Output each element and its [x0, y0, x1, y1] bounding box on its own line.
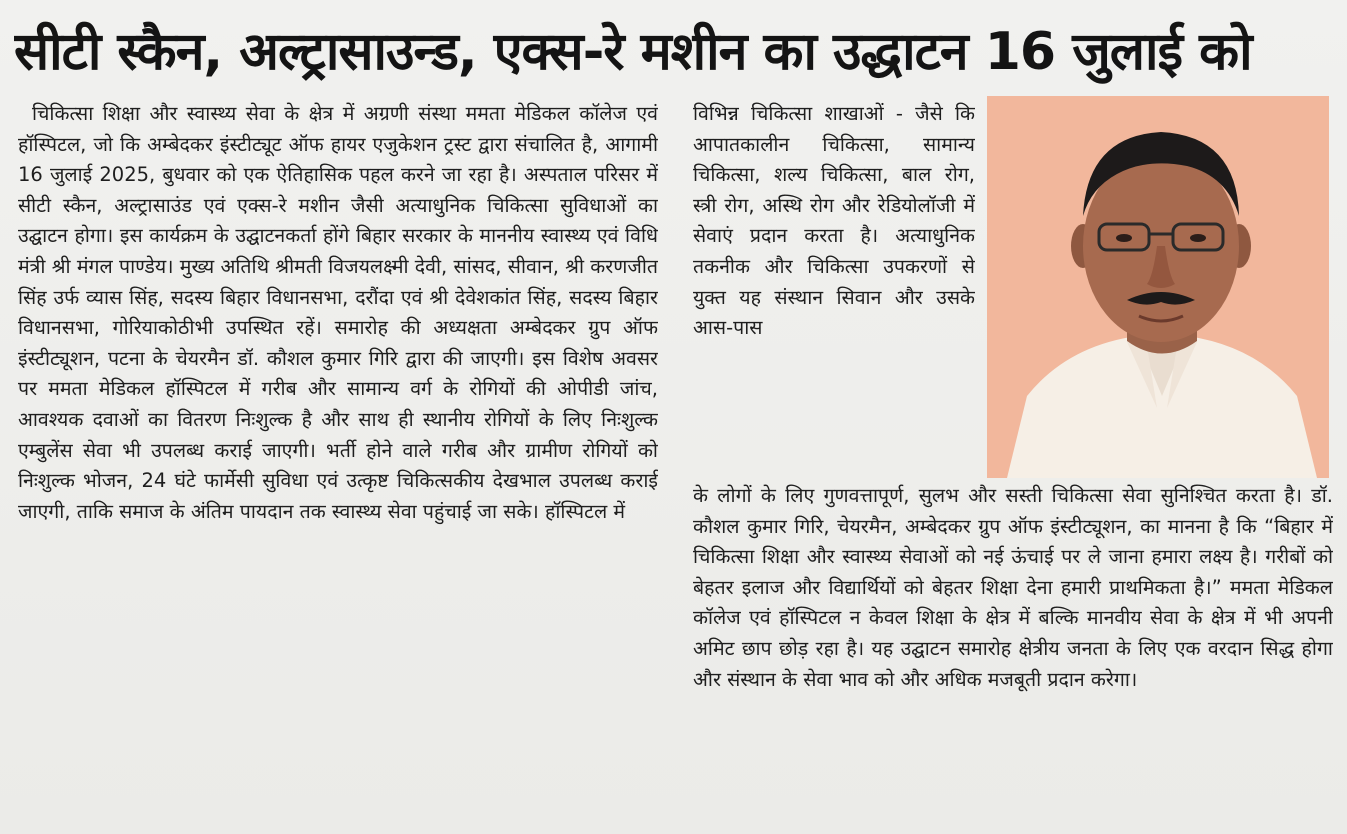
article-left-column: चिकित्सा शिक्षा और स्वास्थ्य सेवा के क्षेत्र में अग्रणी संस्था ममता मेडिकल कॉलेज एवं हॉस्पिटल, जो कि अम्बेदकर इंस्टीट्यूट ऑफ हायर एजुकेशन ट्रस्ट द्वारा संचालित है, आगामी 16 जुलाई 2025, बुधवार को एक ऐतिहासिक पहल करने जा रहा है। अस्पताल परिसर में सीटी स्कैन, अल्ट्रासाउंड एवं एक्स-रे मशीन जैसी अत्याधुनिक चिकित्सा सुविधाओं का उद्घाटन होगा। इस कार्यक्रम के उद्घाटनकर्ता होंगे बिहार सरकार के माननीय स्वास्थ्य एवं विधि मंत्री श्री मंगल पाण्डेय। मुख्य अतिथि श्रीमती विजयलक्ष्मी देवी, सांसद, सीवान, श्री करणजीत सिंह उर्फ व्यास सिंह, सदस्य बिहार विधानसभा, दरौंदा एवं श्री देवेशकांत सिंह, सदस्य बिहार विधानसभा, गोरियाकोठीभी उपस्थित रहें। समारोह की अध्यक्षता अम्बेदकर ग्रुप ऑफ इंस्टीट्यूशन, पटना के चेयरमैन डॉ. कौशल कुमार गिरि द्वारा की जाएगी। इस विशेष अवसर पर ममता मेडिकल हॉस्पिटल में गरीब और सामान्य वर्ग के रोगियों की ओपीडी जांच, आवश्यक दवाओं का वितरण निःशुल्क है और साथ ही स्थानीय रोगियों के लिए निःशुल्क एम्बुलेंस सेवा भी उपलब्ध कराई जाएगी। भर्ती होने वाले गरीब और ग्रामीण रोगियों को निःशुल्क भोजन, 24 घंटे फार्मेसी सुविधा एवं उत्कृष्ट चिकित्सकीय देखभाल उपलब्ध कराई जाएगी, ताकि समाज के अंतिम पायदान तक स्वास्थ्य सेवा पहुंचाई जा सके। हॉस्पिटल में: [18, 102, 658, 523]
portrait-photo: [987, 96, 1329, 478]
article-right-column-top: विभिन्न चिकित्सा शाखाओं - जैसे कि आपातकालीन चिकित्सा, सामान्य चिकित्सा, शल्य चिकित्सा, बाल रोग, स्त्री रोग, अस्थि रोग और रेडियोलॉजी में सेवाएं प्रदान करता है। अत्याधुनिक तकनीक और चिकित्सा उपकरणों से युक्त यह संस्थान सिवान और उसके आस-पास: [693, 102, 975, 340]
article-right-column-bottom: के लोगों के लिए गुणवत्तापूर्ण, सुलभ और सस्ती चिकित्सा सेवा सुनिश्चित करता है। डॉ. कौशल कुमार गिरि, चेयरमैन, अम्बेदकर ग्रुप ऑफ इंस्टीट्यूशन, का मानना है कि “बिहार में चिकित्सा शिक्षा और स्वास्थ्य सेवाओं को नई ऊंचाई पर ले जाना हमारा लक्ष्य है। गरीबों को बेहतर इलाज और विद्यार्थियों को बेहतर शिक्षा देना हमारी प्राथमिकता है।” ममता मेडिकल कॉलेज एवं हॉस्पिटल न केवल शिक्षा के क्षेत्र में बल्कि मानवीय सेवा के क्षेत्र में भी अपनी अमिट छाप छोड़ रहा है। यह उद्घाटन समारोह क्षेत्रीय जनता के लिए एक वरदान सिद्ध होगा और संस्थान के सेवा भाव को और अधिक मजबूती प्रदान करेगा।: [693, 484, 1333, 691]
headline: सीटी स्कैन, अल्ट्रासाउन्ड, एक्स-रे मशीन का उद्धाटन 16 जुलाई को: [14, 22, 1252, 82]
portrait-illustration: [987, 96, 1329, 478]
